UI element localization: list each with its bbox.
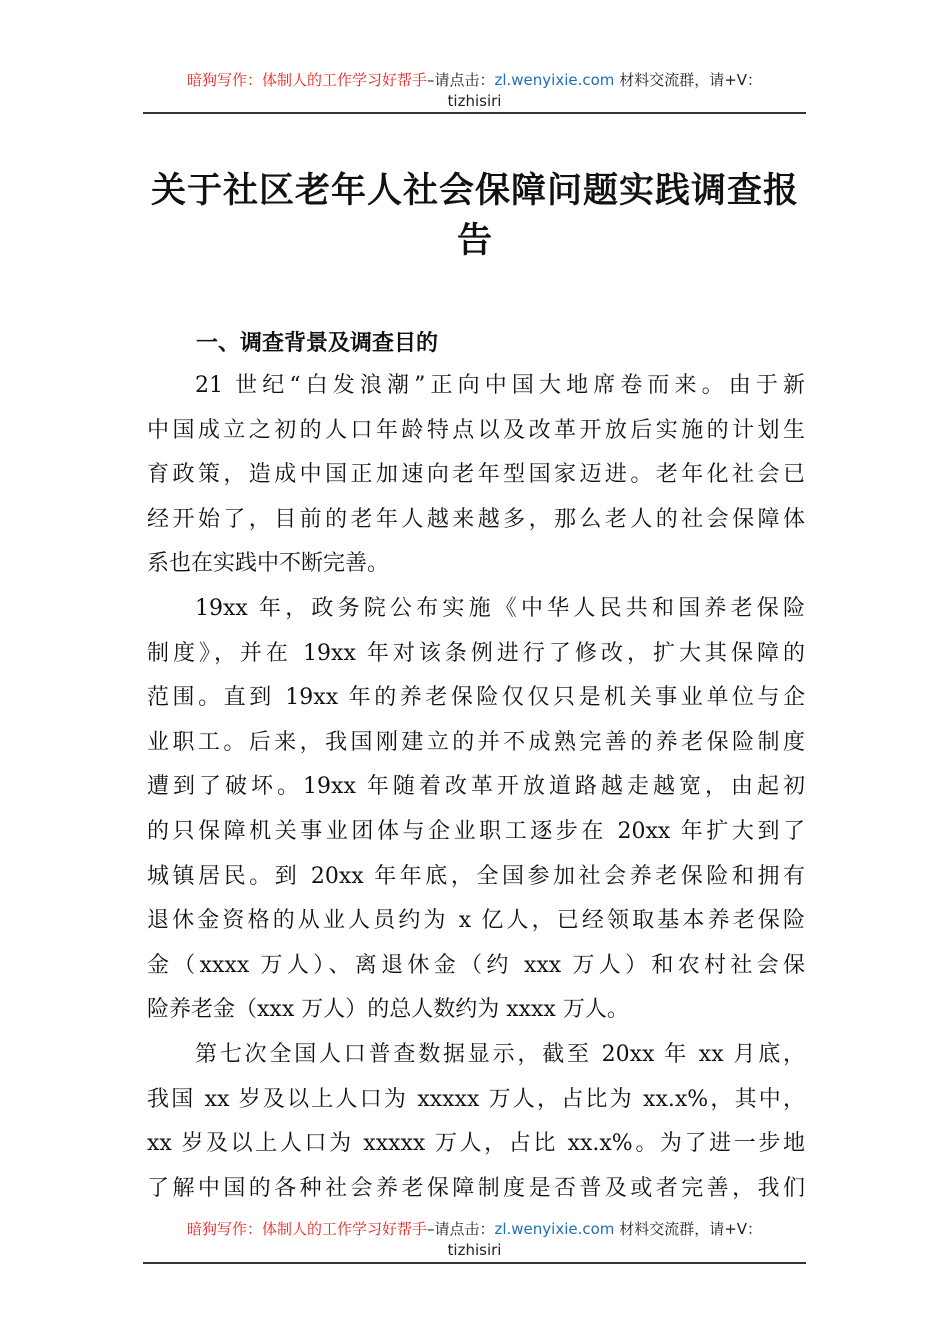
paragraph-line: 退休金资格的从业人员约为 x 亿人，已经领取基本养老保险 bbox=[147, 908, 805, 934]
paragraph-line: 经开始了，目前的老年人越来越多，那么老人的社会保障体 bbox=[147, 506, 805, 532]
paragraph-line: 中国成立之初的人口年龄特点以及改革开放后实施的计划生 bbox=[147, 417, 805, 443]
header-divider bbox=[143, 112, 806, 114]
paragraph-line: 21 世纪“白发浪潮”正向中国大地席卷而来。由于新 bbox=[195, 373, 805, 398]
paragraph-line: xx 岁及以上人口为 xxxxx 万人，占比 xx.x%。为了进一步地 bbox=[147, 1131, 805, 1157]
paragraph-line: 19xx 年，政务院公布实施《中华人民共和国养老保险 bbox=[195, 595, 805, 621]
footer-divider bbox=[143, 1262, 806, 1264]
banner-suffix: 材料交流群，请+V： bbox=[614, 1220, 763, 1238]
paragraph-line: 城镇居民。到 20xx 年年底，全国参加社会养老保险和拥有 bbox=[147, 863, 805, 889]
paragraph-line: 我国 xx 岁及以上人口为 xxxxx 万人，占比为 xx.x%，其中， bbox=[147, 1086, 805, 1112]
paragraph-line: 育政策，造成中国正加速向老年型国家迈进。老年化社会已 bbox=[147, 462, 805, 488]
paragraph-line: 的只保障机关事业团体与企业职工逐步在 20xx 年扩大到了 bbox=[147, 818, 805, 844]
banner-wechat: tizhisiri bbox=[447, 1241, 502, 1259]
document-title bbox=[150, 166, 800, 266]
header-banner bbox=[143, 70, 806, 112]
document-body bbox=[147, 364, 805, 1211]
section-heading: 一、调查背景及调查目的 bbox=[196, 331, 439, 356]
paragraph-line: 范围。直到 19xx 年的养老保险仅仅只是机关事业单位与企 bbox=[147, 685, 805, 711]
banner-prompt: –请点击： bbox=[426, 1220, 495, 1238]
paragraph-line: 了解中国的各种社会养老保障制度是否普及或者完善，我们 bbox=[147, 1175, 805, 1201]
banner-wechat: tizhisiri bbox=[447, 92, 502, 110]
paragraph-line: 金（xxxx 万人）、离退休金（约 xxx 万人）和农村社会保 bbox=[147, 952, 805, 978]
paragraph-line: 遭到了破坏。19xx 年随着改革开放道路越走越宽，由起初 bbox=[147, 774, 805, 800]
banner-suffix: 材料交流群，请+V： bbox=[614, 71, 763, 89]
banner-link[interactable]: zl.wenyixie.com bbox=[494, 71, 615, 89]
banner-prompt: –请点击： bbox=[426, 71, 495, 89]
banner-brand: 暗狗写作：体制人的工作学习好帮手 bbox=[186, 1220, 427, 1238]
paragraph-line: 险养老金（xxx 万人）的总人数约为 xxxx 万人。 bbox=[147, 997, 629, 1023]
paragraph-line: 第七次全国人口普查数据显示，截至 20xx 年 xx 月底， bbox=[195, 1041, 805, 1067]
title-line: 关于社区老年人社会保障问题实践调查报 bbox=[150, 170, 799, 211]
footer-banner bbox=[143, 1219, 806, 1261]
banner-brand: 暗狗写作：体制人的工作学习好帮手 bbox=[186, 71, 427, 89]
paragraph-line: 系也在实践中不断完善。 bbox=[147, 551, 390, 577]
paragraph-line: 制度》，并在 19xx 年对该条例进行了修改，扩大其保障的 bbox=[147, 640, 805, 666]
title-line: 告 bbox=[456, 220, 493, 261]
banner-link[interactable]: zl.wenyixie.com bbox=[494, 1220, 615, 1238]
paragraph-line: 业职工。后来，我国刚建立的并不成熟完善的养老保险制度 bbox=[147, 729, 805, 755]
